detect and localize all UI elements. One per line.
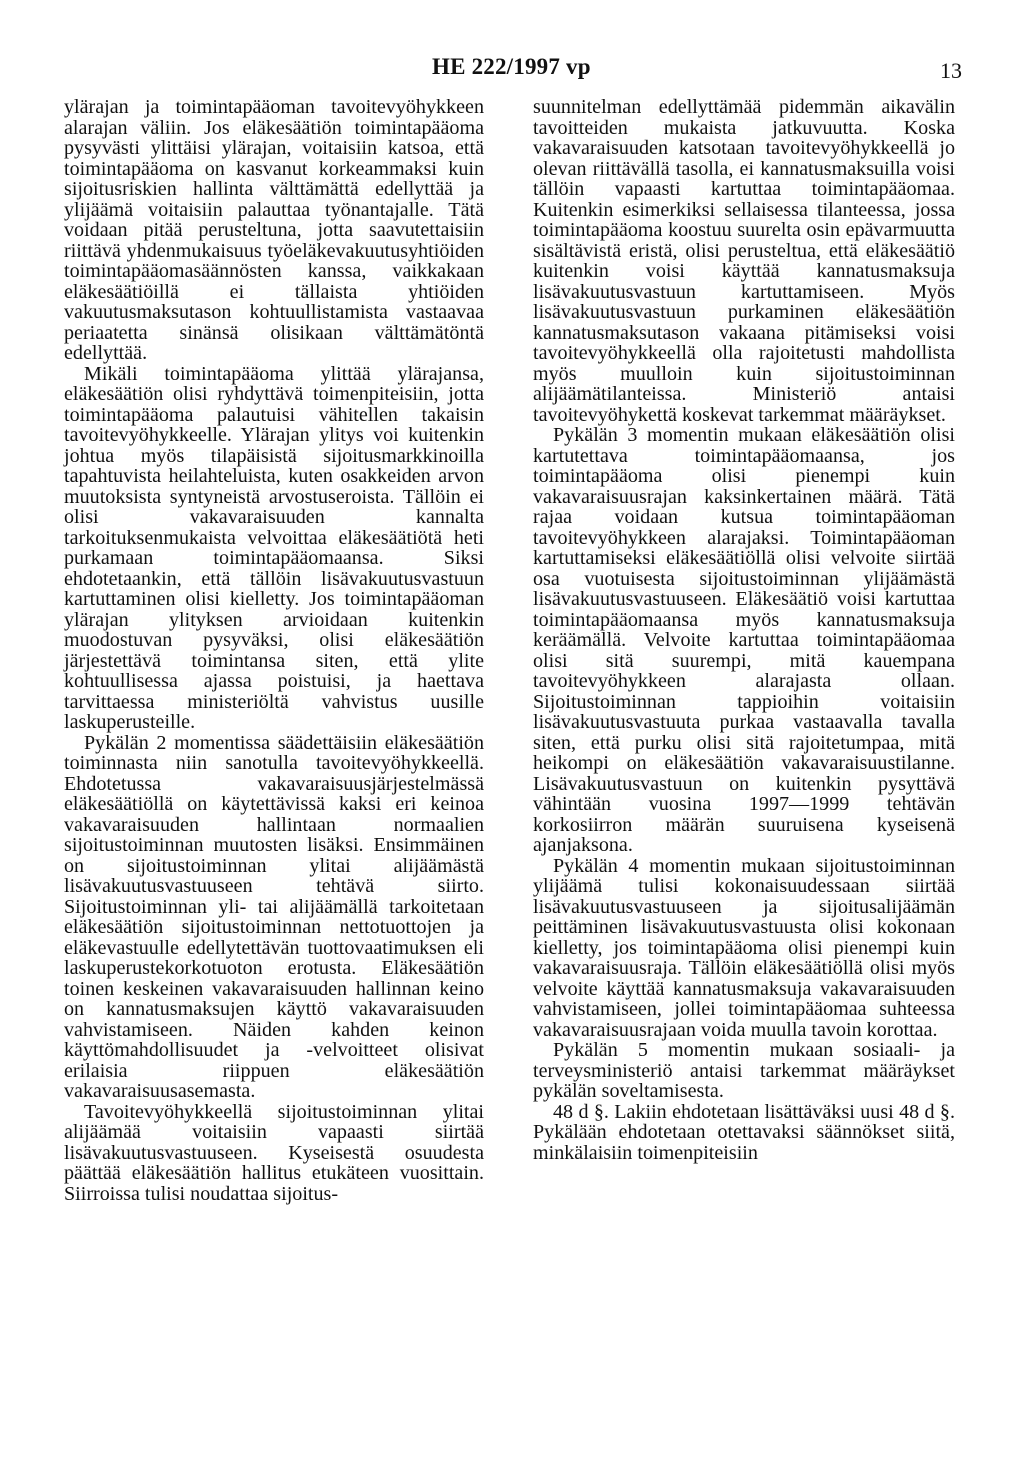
right-text-column <box>533 97 955 1163</box>
document-identifier: HE 222/1997 vp <box>432 54 591 79</box>
paragraph: Pykälän 4 momentin mukaan sijoitustoiminnan ylijäämä tulisi kokonaisuudessaan siirtää lisävakuutusvastuuseen ja sijoitusalijäämän peittäminen lisävakuutusvastuusta olisi kokonaan kielletty, jos toimintapääoma olisi pienempi kuin vakavaraisuusraja. Tällöin eläkesäätiöllä olisi myös velvoite käyttää kannatusmaksuja vakavaraisuuden vahvistamiseen, jollei toimintapääomaa suhteessa vakavaraisuusrajaan voida muulla tavoin korottaa. <box>533 854 955 1041</box>
left-text-column <box>64 97 484 1204</box>
paragraph: ylärajan ja toimintapääoman tavoitevyöhykkeen alarajan väliin. Jos eläkesäätiön toimintapääoma pysyvästi ylittäisi ylärajan, voitaisiin katsoa, että toimintapääoma on kasvanut korkeammaksi kuin sijoitusriskien hallinta välttämättä edellyttää ja ylijäämä voitaisiin palauttaa työnantajalle. Tätä voidaan pitää perusteltuna, jotta saavutettaisiin riittävä yhdenmukaisuus työeläkevakuutusyhtiöiden toimintapääomasäännösten kanssa, vaikkakaan eläkesäätiöillä ei tällaista yhtiöiden vakuutusmaksutason kohtuullistamista vastaavaa periaatetta sinänsä olisikaan välttämätöntä edellyttää. <box>64 96 484 364</box>
page-number: 13 <box>940 58 962 83</box>
paragraph: Tavoitevyöhykkeellä sijoitustoiminnan ylitai alijäämää voitaisiin vapaasti siirtää lisävakuutusvastuuseen. Kyseisestä osuudesta päättää eläkesäätiön hallitus etukäteen vuosittain. Siirroissa tulisi noudattaa sijoitus- <box>64 1100 484 1205</box>
paragraph: Mikäli toimintapääoma ylittää ylärajansa, eläkesäätiön olisi ryhdyttävä toimenpiteisiin, jotta toimintapääoma palautuisi vähitellen takaisin tavoitevyöhykkeelle. Ylärajan ylitys voi kuitenkin johtua myös tilapäisistä sijoitusmarkkinoilla tapahtuvista heilahteluista, kuten osakkeiden arvon muutoksista syntyneistä arvostuseroista. Tällöin ei olisi vakavaraisuuden kannalta tarkoituksenmukaista velvoittaa eläkesäätiötä heti purkamaan toimintapääomaansa. Siksi ehdotetaankin, että tällöin lisävakuutusvastuun kartuttaminen olisi kielletty. Jos toimintapääoman ylärajan ylityksen arvioidaan kuitenkin muodostuvan pysyväksi, olisi eläkesäätiön järjestettävä toimintansa siten, että ylite kohtuullisessa ajassa poistuisi, ja haettava tarvittaessa ministeriöltä vahvistus uusille laskuperusteille. <box>64 362 484 733</box>
paragraph: Pykälän 3 momentin mukaan eläkesäätiön olisi kartutettava toimintapääomaansa, jos toimintapääoma olisi pienempi kuin vakavaraisuusrajan kaksinkertainen määrä. Tätä rajaa voidaan kutsua toimintapääoman tavoitevyöhykkeen alarajaksi. Toimintapääoman kartuttamiseksi eläkesäätiöllä olisi velvoite siirtää osa vuotuisesta sijoitustoiminnan ylijäämästä lisävakuutusvastuuseen. Eläkesäätiö voisi kartuttaa toimintapääomaansa myös kannatusmaksuja keräämällä. Velvoite kartuttaa toimintapääomaa olisi sitä suurempi, mitä kauempana tavoitevyöhykkeen alarajasta ollaan. Sijoitustoiminnan tappioihin voitaisiin lisävakuutusvastuuta purkaa vastaavalla tavalla siten, että purku olisi sitä rajoitetumpaa, mitä heikompi on eläkesäätiön vakavaraisuustilanne. Lisävakuutusvastuun on kuitenkin pysyttävä vähintään vuosina 1997—1999 tehtävän korkosiirron määrän suuruisena kyseisenä ajanjaksona. <box>533 424 955 856</box>
paragraph: 48 d §. Lakiin ehdotetaan lisättäväksi uusi 48 d §. Pykälään ehdotetaan otettavaksi säännökset siitä, minkälaisiin toimenpiteisiin <box>533 1100 955 1164</box>
paragraph: Pykälän 2 momentissa säädettäisiin eläkesäätiön toiminnasta niin sanotulla tavoitevyöhykkeellä. Ehdotetussa vakavaraisuusjärjestelmässä eläkesäätiöllä on käytettävissä kaksi eri keinoa vakavaraisuuden hallintaan normaalien sijoitustoiminnan muutosten lisäksi. Ensimmäinen on sijoitustoiminnan ylitai alijäämästä lisävakuutusvastuuseen tehtävä siirto. Sijoitustoiminnan yli- tai alijäämällä tarkoitetaan eläkesäätiön sijoitustoiminnan nettotuottojen ja eläkevastuulle edellytettävän tuottovaatimuksen eli laskuperustekorkotuoton erotusta. Eläkesäätiön toinen keskeinen vakavaraisuuden hallinnan keino on kannatusmaksujen käyttö vakavaraisuuden vahvistamiseen. Näiden kahden keinon käyttömahdollisuudet ja -velvoitteet olisivat erilaisia riippuen eläkesäätiön vakavaraisuusasemasta. <box>64 731 484 1102</box>
paragraph: suunnitelman edellyttämää pidemmän aikavälin tavoitteiden mukaista jatkuvuutta. Koska vakavaraisuuden katsotaan tavoitevyöhykkeellä jo olevan riittävällä tasolla, ei kannatusmaksuilla voisi tällöin vapaasti kartuttaa toimintapääomaa. Kuitenkin esimerkiksi sellaisessa tilanteessa, jossa toimintapääoma koostuu suurelta osin epävarmuutta sisältävistä eristä, olisi perusteltua, että eläkesäätiö kuitenkin voisi käyttää kannatusmaksuja lisävakuutusvastuun kartuttamiseen. Myös lisävakuutusvastuun purkaminen eläkesäätiön kannatusmaksutason vakaana pitämiseksi voisi tavoitevyöhykkeellä olla rajoitetusti mahdollista myös muulloin kuin sijoitustoiminnan alijäämätilanteissa. Ministeriö antaisi tavoitevyöhykettä koskevat tarkemmat määräykset. <box>533 96 955 426</box>
page-header <box>0 54 1024 94</box>
paragraph: Pykälän 5 momentin mukaan sosiaali- ja terveysministeriö antaisi tarkemmat määräykset pykälän soveltamisesta. <box>533 1039 955 1102</box>
